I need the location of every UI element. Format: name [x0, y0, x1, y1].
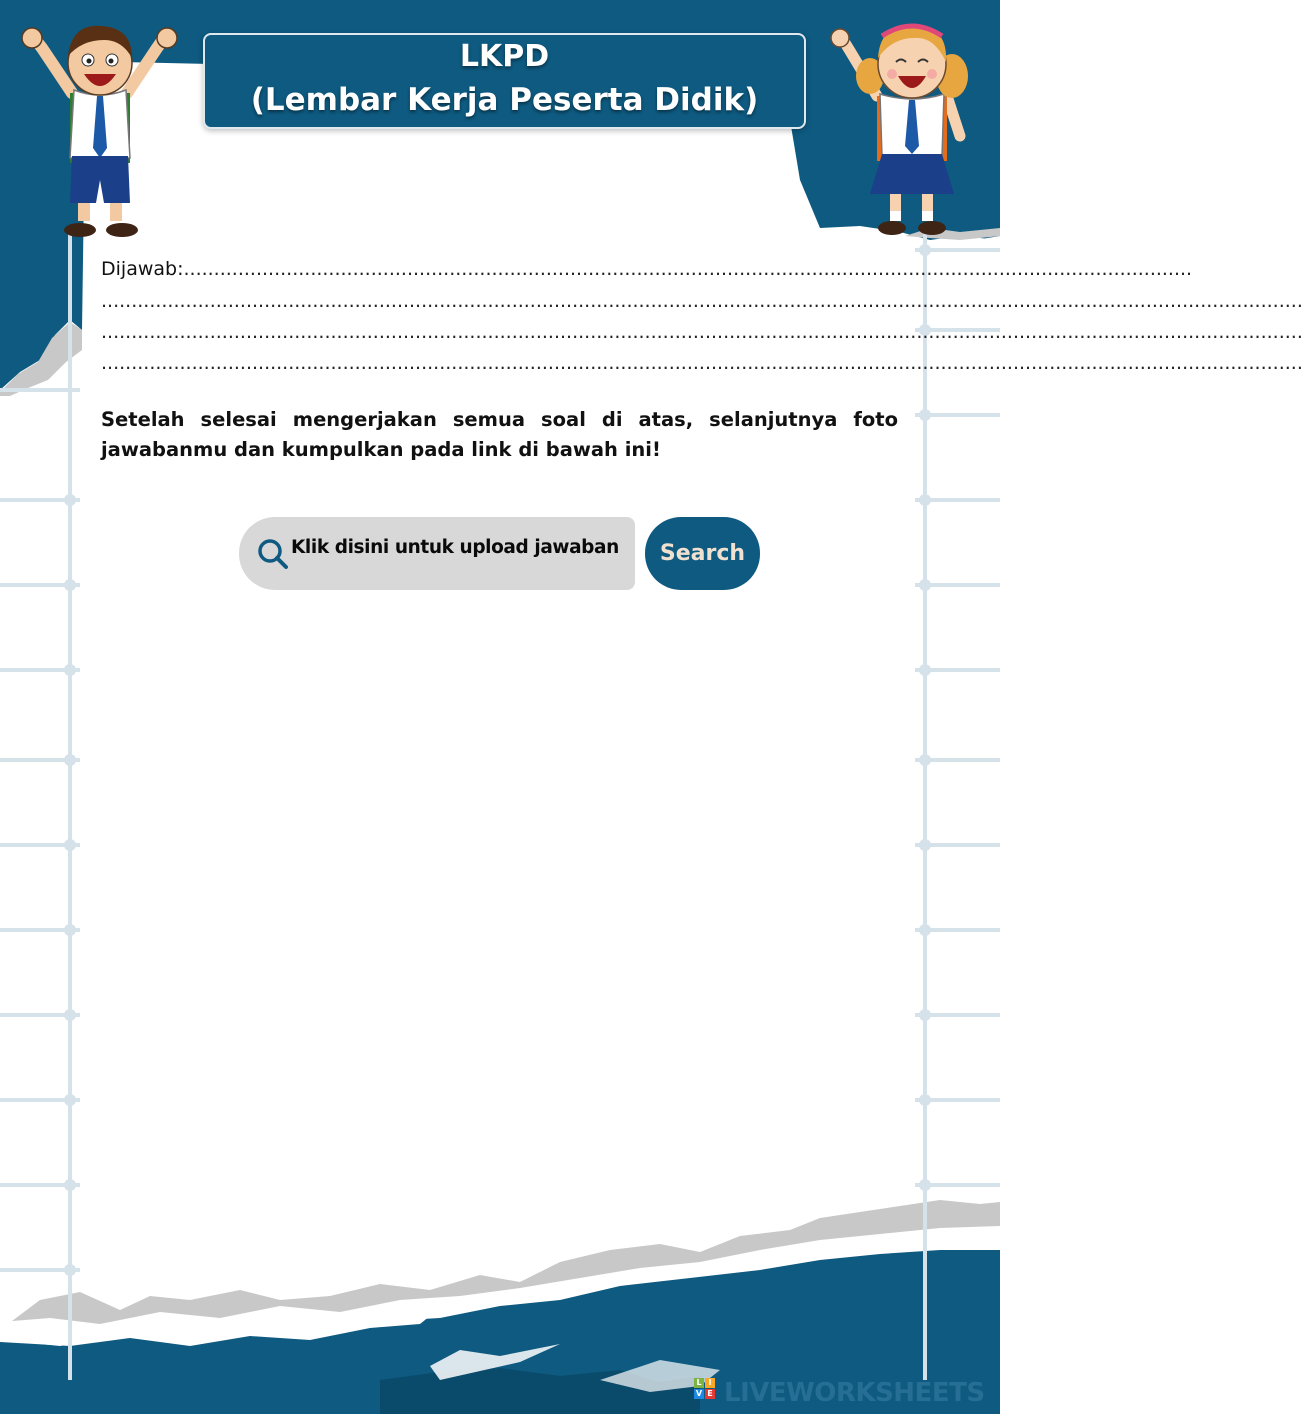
- liveworksheets-watermark: [694, 1376, 994, 1410]
- girl-student-illustration: [822, 6, 982, 242]
- search-button[interactable]: [645, 517, 760, 590]
- watermark-logo-cell: L: [694, 1378, 704, 1388]
- watermark-logo-cell: I: [705, 1378, 715, 1388]
- answer-dots: .......................................................................................................................................................................................................: [101, 321, 1303, 343]
- answer-line-3[interactable]: [101, 321, 1303, 347]
- answer-dots: .......................................................................................................................................................................: [183, 258, 1193, 280]
- answer-label: Dijawab:: [101, 258, 184, 280]
- page-title: LKPD: [459, 39, 550, 74]
- answer-line-4[interactable]: [101, 352, 1303, 378]
- grid-decor-left: [0, 230, 80, 1380]
- instruction-text: Setelah selesai mengerjakan semua soal di atas, selanjutnya foto jawabanmu dan kumpulkan pada link di bawah ini!: [101, 408, 898, 461]
- watermark-logo-cell: V: [695, 1389, 703, 1398]
- boy-student-illustration: [12, 8, 187, 243]
- grid-decor-right: [915, 230, 1000, 1380]
- answer-line-2[interactable]: [101, 290, 1303, 316]
- search-icon: [256, 537, 290, 571]
- header-banner: [203, 33, 806, 129]
- page-subtitle: (Lembar Kerja Peserta Didik): [250, 82, 759, 118]
- answer-dots: .......................................................................................................................................................................................................: [101, 352, 1303, 374]
- search-button-label: Search: [659, 541, 746, 566]
- answer-dots: .......................................................................................................................................................................................................: [101, 290, 1303, 312]
- watermark-text: LIVEWORKSHEETS: [724, 1378, 985, 1408]
- watermark-logo-cell: E: [705, 1389, 715, 1399]
- answer-line-1[interactable]: [101, 258, 1193, 284]
- upload-link-label[interactable]: Klik disini untuk upload jawaban: [291, 537, 619, 558]
